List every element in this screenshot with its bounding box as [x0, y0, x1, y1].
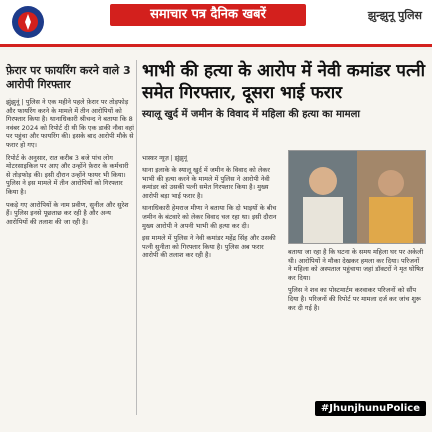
header-divider — [0, 44, 432, 47]
main-story-paragraph: पुलिस ने शव का पोस्टमार्टम करवाकर परिजनों को सौंप दिया है। परिजनों की रिपोर्ट पर मामला दर्ज कर जांच शुरू कर दी गई है। — [288, 286, 421, 312]
header — [0, 0, 432, 44]
main-story-column-2 — [288, 248, 424, 414]
column-divider — [136, 60, 137, 415]
left-story — [6, 58, 134, 418]
main-story-paragraph: थानाधिकारी हेमराज मीणा ने बताया कि दो भाइयों के बीच जमीन के बंटवारे को लेकर विवाद चल रहा था। इसी दौरान मुख्य आरोपी ने अपनी भाभी की हत्या कर दी। — [142, 204, 277, 230]
main-story-paragraph: थाना इलाके के स्यालू खुर्द में जमीन के विवाद को लेकर भाभी की हत्या करने के मामले में पुलिस ने आरोपी नेवी कमांडर को उसकी पत्नी समेत गिरफ्तार किया है। मुख्य आरोपी बड़ा भाई फरार है। — [142, 166, 270, 200]
left-story-paragraph: पकड़े गए आरोपियों के नाम प्रवीण, सुनील और सुरेश हैं। पुलिस इनसे पूछताछ कर रही है और अन्य आरोपियों की तलाश की जा रही है। — [6, 200, 129, 226]
left-story-paragraph: रिपोर्ट के अनुसार, रात करीब 3 बजे पांच लोग मोटरसाइकिल पर आए और उन्होंने फ़ेरार के कर्मचारी से तोड़फोड़ की। इसी दौरान उन्होंने फायर भी किया। पुलिस ने इस मामले में तीन आरोपियों को गिरफ्तार किया है। — [6, 153, 129, 196]
left-story-paragraph: झुंझुनूं | पुलिस ने एक महीने पहले फ़ेरार पर तोड़फोड़ और फायरिंग करने के मामले में तीन आरोपियों को गिरफ्तार किया है। थानाधिकारी श्रीचन्द ने बताया कि 8 नवंबर 2024 को रिपोर्ट दी थी कि एक डाकी नौवा वहां पर पहुंचा और फायरिंग की। इसके बाद आरोपी मौके से फरार हो गए। — [6, 98, 134, 149]
accused-photo — [288, 150, 426, 244]
police-emblem-icon — [6, 2, 50, 42]
main-story-subheadline: स्यालू खुर्द में जमीन के विवाद में महिला की हत्या का मामला — [142, 109, 360, 120]
hashtag-badge: #JhunjhunuPolice — [315, 401, 426, 416]
main-story-column-1 — [142, 154, 280, 414]
main-story-paragraph: इस मामले में पुलिस ने नेवी कमांडर महेंद्र सिंह और उसकी पत्नी सुनीता को गिरफ्तार किया है। पुलिस अब फरार आरोपी की तलाश कर रही है। — [142, 234, 276, 260]
main-story-paragraph: बताया जा रहा है कि घटना के समय महिला घर पर अकेली थी। आरोपियों ने मौका देखकर हमला कर दिया। परिजनों ने महिला को अस्पताल पहुंचाया जहां डॉक्टरों ने मृत घोषित कर दिया। — [288, 248, 424, 282]
masthead-banner: समाचार पत्र दैनिक खबरें — [110, 4, 306, 26]
left-story-headline: फ़ेरार पर फायरिंग करने वाले 3 आरोपी गिरफ्तार — [6, 64, 131, 91]
department-label: झुन्झुनू पुलिस — [367, 9, 422, 22]
byline: भास्कर न्यूज़ | झुंझुनूं — [142, 155, 188, 162]
main-story-headline: भाभी की हत्या के आरोप में नेवी कमांडर पत्नी समेत गिरफ्तार, दूसरा भाई फरार — [142, 61, 426, 103]
main-story — [142, 58, 426, 418]
